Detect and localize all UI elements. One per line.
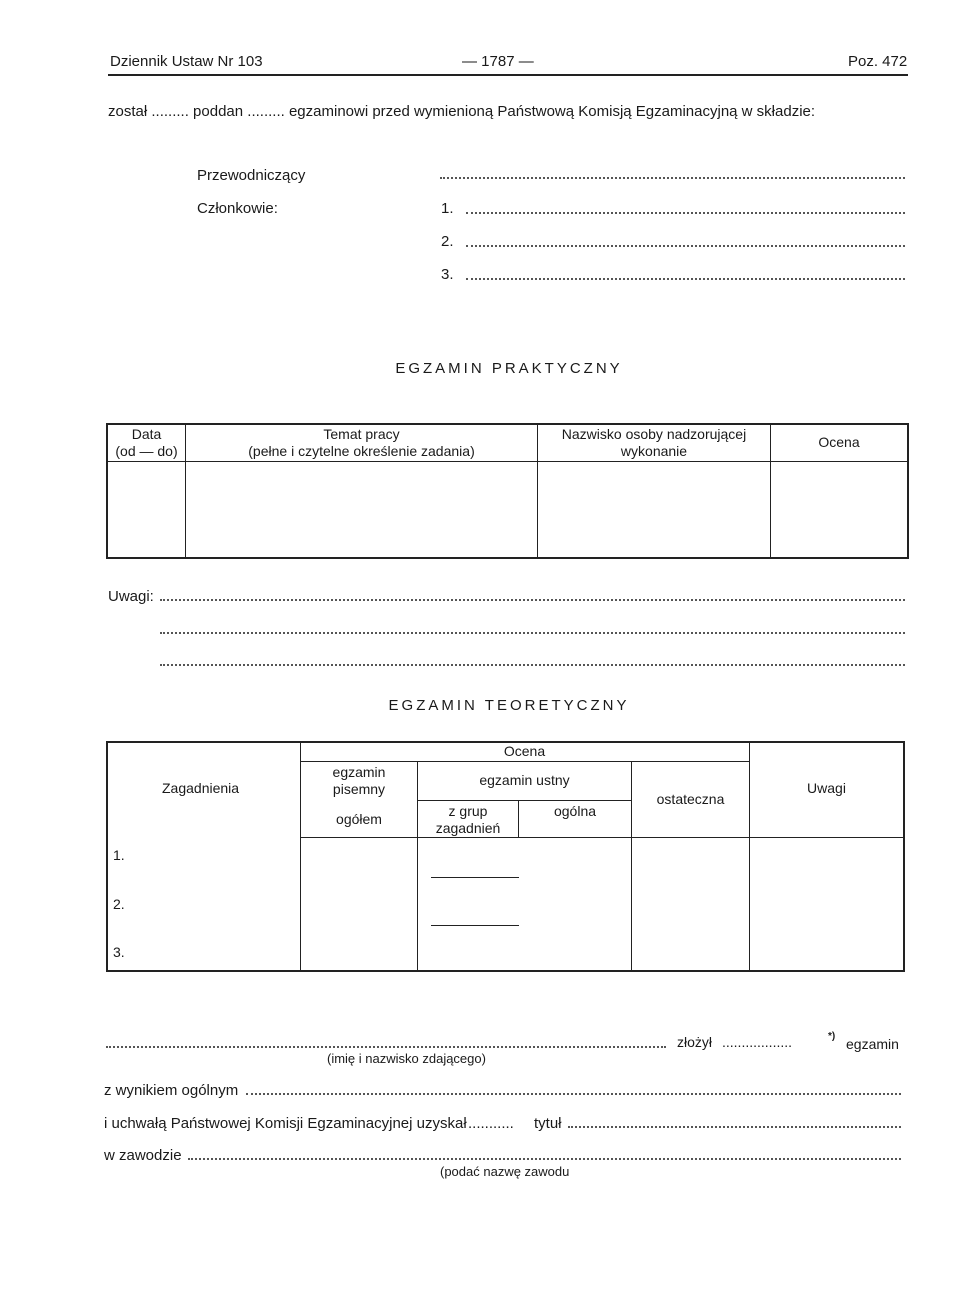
col-date-header: Data (od — do) [115,426,178,459]
result-label: z wynikiem ogólnym [104,1082,239,1099]
member-1-number: 1. [441,200,454,217]
practical-topic-cell[interactable] [186,462,537,557]
col-written-total-header: ogółem [336,811,382,827]
profession-field[interactable] [188,1158,901,1160]
written-total-cell[interactable] [301,838,417,970]
resolution-dots[interactable]: ........... [468,1115,514,1132]
topic-row-2-number: 2. [113,896,125,912]
col-oral-general-header: ogólna [553,803,597,819]
practical-grade-cell[interactable] [771,462,907,557]
zlozyl-label: złożył [677,1034,713,1050]
col-oral-header: egzamin ustny [479,772,570,788]
egzamin-word: egzamin [846,1036,899,1052]
chair-field[interactable] [440,177,905,179]
member-1-field[interactable] [466,212,905,214]
intro-dots-1: ......... [151,103,189,120]
col-grade-header: Ocena [818,434,860,450]
topics-cell[interactable] [108,838,300,970]
remarks-label: Uwagi: [108,588,154,605]
remarks-line-2[interactable] [160,632,905,634]
profession-hint: (podać nazwę zawodu [440,1164,570,1179]
candidate-name-field[interactable] [106,1046,666,1048]
intro-dots-2: ......... [247,103,285,120]
topic-row-3-number: 3. [113,944,125,960]
col-written-header: egzamin pisemny [332,764,386,797]
result-field[interactable] [246,1093,901,1095]
practical-supervisor-cell[interactable] [538,462,770,557]
col-remarks-header: Uwagi [807,780,846,796]
remarks-cell[interactable] [750,838,903,970]
theory-exam-title: EGZAMIN TEORETYCZNY [388,697,630,714]
title-field[interactable] [568,1126,901,1128]
member-3-number: 3. [441,266,454,283]
profession-label: w zawodzie [104,1147,182,1164]
members-label: Członkowie: [197,200,278,217]
header-position: Poz. 472 [848,53,908,70]
oral-grade-cell[interactable] [418,838,631,970]
topic-row-1-number: 1. [113,847,125,863]
header-journal: Dziennik Ustaw Nr 103 [110,53,263,70]
member-2-field[interactable] [466,245,905,247]
member-3-field[interactable] [466,278,905,280]
final-grade-cell[interactable] [632,838,749,970]
footnote-asterisk: *) [828,1031,836,1042]
title-label: tytuł [534,1115,562,1132]
candidate-name-hint: (imię i nazwisko zdającego) [327,1051,486,1066]
col-topic-header: Temat pracy (pełne i czytelne określenie zadania) [248,426,475,459]
col-topics-header: Zagadnienia [162,780,240,796]
resolution-label: i uchwałą Państwowej Komisji Egzaminacyjnej uzyskał [104,1115,467,1132]
zlozyl-dots[interactable]: .................. [722,1034,793,1050]
practical-exam-title: EGZAMIN PRAKTYCZNY [395,360,623,377]
intro-word-zostal: został [108,103,148,120]
col-final-header: ostateczna [656,791,725,807]
intro-line [108,103,815,121]
remarks-line-1[interactable] [160,599,905,601]
col-supervisor-header: Nazwisko osoby nadzorującej wykonanie [561,426,747,459]
intro-rest: egzaminowi przed wymienioną Państwową Komisją Egzaminacyjną w składzie: [288,103,816,120]
practical-date-cell[interactable] [108,462,185,557]
member-2-number: 2. [441,233,454,250]
header-rule [108,74,908,76]
col-oral-groups-header: z grup zagadnień [435,803,501,836]
intro-word-poddan: poddan [193,103,244,120]
col-ocena-header: Ocena [503,743,546,759]
header-page-number: — 1787 — [462,53,534,70]
remarks-line-3[interactable] [160,664,905,666]
chair-label: Przewodniczący [197,167,306,184]
